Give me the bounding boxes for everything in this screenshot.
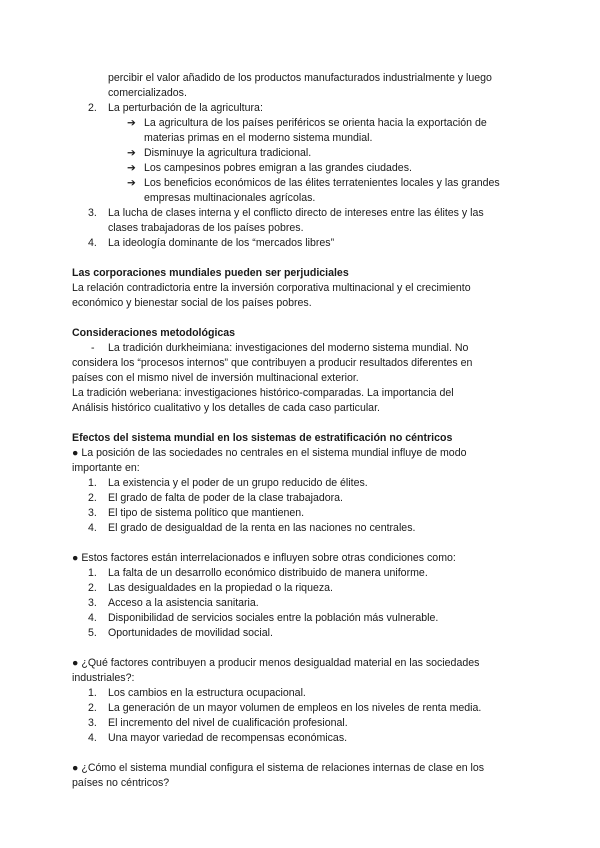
sublist-text: Los beneficios económicos de las élites terratenientes locales y las grandes — [144, 177, 500, 189]
list-number: 5. — [88, 627, 97, 639]
list-item — [72, 236, 532, 251]
bullet-line: ● ¿Cómo el sistema mundial configura el sistema de relaciones internas de clase en los — [72, 762, 485, 774]
list-text: El grado de desigualdad de la renta en las naciones no centrales. — [108, 522, 416, 534]
list-text: La ideología dominante de los “mercados libres” — [108, 237, 335, 249]
list-number: 2. — [88, 102, 97, 114]
list-number: 3. — [88, 507, 97, 519]
list-text: La falta de un desarrollo económico distribuido de manera uniforme. — [108, 567, 428, 579]
paragraph-line: La tradición weberiana: investigaciones histórico-comparadas. La importancia del — [72, 387, 454, 399]
list-item — [72, 476, 532, 491]
list-item — [72, 491, 532, 506]
arrow-icon: ➔ — [127, 162, 136, 174]
list-text: Las desigualdades en la propiedad o la riqueza. — [108, 582, 333, 594]
arrow-icon: ➔ — [127, 117, 136, 129]
paragraph-line: La relación contradictoria entre la inversión corporativa multinacional y el crecimiento — [72, 282, 471, 294]
bullet-line: países no céntricos? — [72, 777, 170, 789]
list-text: Los cambios en la estructura ocupacional. — [108, 687, 306, 699]
dash-bullet: - — [91, 342, 95, 354]
list-item — [72, 626, 532, 641]
list-text: El incremento del nivel de cualificación profesional. — [108, 717, 348, 729]
list-number: 2. — [88, 582, 97, 594]
sublist-text: Disminuye la agricultura tradicional. — [144, 147, 312, 159]
list-text: El grado de falta de poder de la clase trabajadora. — [108, 492, 343, 504]
list-number: 1. — [88, 687, 97, 699]
list-text: La perturbación de la agricultura: — [108, 102, 263, 114]
paragraph-line: económico y bienestar social de los países pobres. — [72, 297, 312, 309]
list-text: Oportunidades de movilidad social. — [108, 627, 273, 639]
list-text: Disponibilidad de servicios sociales entre la población más vulnerable. — [108, 612, 439, 624]
list-item — [72, 716, 532, 731]
arrow-icon: ➔ — [127, 147, 136, 159]
sublist-text: materias primas en el moderno sistema mundial. — [144, 132, 373, 144]
bullet-line: importante en: — [72, 462, 140, 474]
bullet-line: ● La posición de las sociedades no centrales en el sistema mundial influye de modo — [72, 447, 467, 459]
list-item — [72, 701, 532, 716]
list-number: 3. — [88, 597, 97, 609]
list-text: clases trabajadoras de los países pobres. — [108, 222, 304, 234]
bullet-line: industriales?: — [72, 672, 135, 684]
list-item — [72, 596, 532, 611]
section-heading: Las corporaciones mundiales pueden ser perjudiciales — [72, 267, 349, 279]
list-number: 3. — [88, 717, 97, 729]
list-item — [72, 521, 532, 536]
paragraph-line: considera los “procesos internos” que contribuyen a producir resultados diferentes en — [72, 357, 473, 369]
list-item — [72, 206, 532, 236]
sublist-item — [72, 176, 532, 206]
list-number: 2. — [88, 702, 97, 714]
list-number: 1. — [88, 477, 97, 489]
paragraph-line: Análisis histórico cualitativo y los detalles de cada caso particular. — [72, 402, 380, 414]
bullet-line: ● Estos factores están interrelacionados e influyen sobre otras condiciones como: — [72, 552, 456, 564]
list-item — [72, 611, 532, 626]
list-text: La lucha de clases interna y el conflicto directo de intereses entre las élites y las — [108, 207, 484, 219]
list-text: Acceso a la asistencia sanitaria. — [108, 597, 259, 609]
dash-item — [72, 341, 532, 356]
list-number: 1. — [88, 567, 97, 579]
arrow-icon: ➔ — [127, 177, 136, 189]
document-page — [72, 71, 532, 791]
list-item — [72, 506, 532, 521]
list-text: El tipo de sistema político que mantienen. — [108, 507, 305, 519]
paragraph-line: La tradición durkheimiana: investigaciones del moderno sistema mundial. No — [108, 342, 469, 354]
list-number: 4. — [88, 612, 97, 624]
intro-line: percibir el valor añadido de los productos manufacturados industrialmente y luego — [108, 72, 492, 84]
list-item — [72, 686, 532, 701]
list-number: 4. — [88, 237, 97, 249]
sublist-text: La agricultura de los países periféricos se orienta hacia la exportación de — [144, 117, 487, 129]
section-heading: Consideraciones metodológicas — [72, 327, 236, 339]
list-number: 4. — [88, 522, 97, 534]
bullet-line: ● ¿Qué factores contribuyen a producir menos desigualdad material en las sociedades — [72, 657, 480, 669]
section-heading: Efectos del sistema mundial en los sistemas de estratificación no céntricos — [72, 432, 453, 444]
list-number: 4. — [88, 732, 97, 744]
intro-line: comercializados. — [108, 87, 187, 99]
list-item — [72, 731, 532, 746]
sublist-text: empresas multinacionales agrícolas. — [144, 192, 316, 204]
list-item — [72, 581, 532, 596]
list-text: La generación de un mayor volumen de empleos en los niveles de renta media. — [108, 702, 482, 714]
list-number: 2. — [88, 492, 97, 504]
list-number: 3. — [88, 207, 97, 219]
list-text: Una mayor variedad de recompensas económicas. — [108, 732, 348, 744]
list-item — [72, 101, 532, 116]
list-text: La existencia y el poder de un grupo reducido de élites. — [108, 477, 368, 489]
sublist-text: Los campesinos pobres emigran a las grandes ciudades. — [144, 162, 412, 174]
list-item — [72, 566, 532, 581]
sublist-item — [72, 146, 532, 161]
paragraph-line: países con el mismo nivel de inversión multinacional exterior. — [72, 372, 359, 384]
sublist-item — [72, 116, 532, 146]
sublist-item — [72, 161, 532, 176]
